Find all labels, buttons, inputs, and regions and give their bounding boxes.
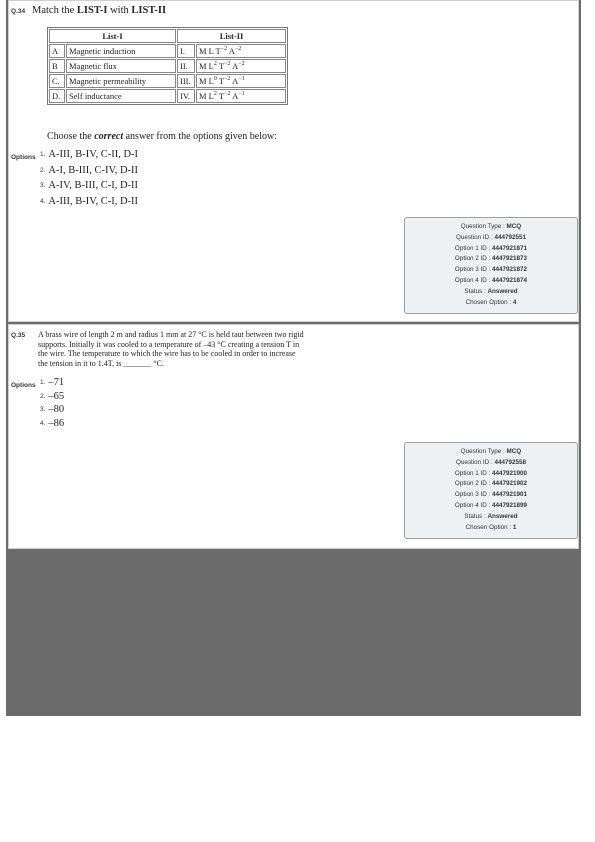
option-number: 1. bbox=[40, 151, 46, 158]
list-1-item: Magnetic induction bbox=[66, 44, 176, 58]
option-number: 2. bbox=[40, 166, 46, 174]
list-1-key: C. bbox=[49, 74, 65, 88]
info-value: 4447921901 bbox=[492, 491, 528, 499]
option-text: –86 bbox=[48, 417, 65, 429]
answer-option bbox=[40, 418, 64, 429]
answer-option bbox=[40, 196, 138, 207]
info-row bbox=[405, 479, 577, 490]
info-label: Option 2 ID : bbox=[454, 255, 493, 263]
info-value: 4447921900 bbox=[492, 469, 528, 477]
info-value: 444792551 bbox=[494, 233, 527, 241]
option-number: 4. bbox=[40, 197, 46, 205]
info-label: Option 3 ID : bbox=[454, 266, 493, 274]
option-number: 3. bbox=[40, 182, 46, 189]
info-label: Option 1 ID : bbox=[454, 469, 493, 477]
info-value: 4 bbox=[512, 298, 517, 306]
info-value: 4447921871 bbox=[492, 244, 528, 252]
info-row bbox=[405, 469, 577, 480]
info-value: MCQ bbox=[506, 448, 522, 455]
option-number: 2. bbox=[40, 392, 46, 400]
list-2-key: III. bbox=[177, 74, 195, 88]
list-1-header: List-I bbox=[49, 29, 176, 43]
list-2-header: List-II bbox=[177, 29, 286, 43]
answer-option bbox=[40, 165, 138, 176]
question-stem bbox=[38, 330, 358, 368]
info-value: 444792558 bbox=[494, 458, 527, 466]
list-1-item: Self inductance bbox=[66, 89, 176, 103]
match-table-row bbox=[49, 89, 286, 103]
info-value: Answered bbox=[487, 287, 518, 295]
question-stem-line: A brass wire of length 2 m and radius 1 mm at 27 °C is held taut between two rigid bbox=[38, 330, 304, 339]
info-label: Chosen Option : bbox=[465, 298, 513, 306]
question-panel-35 bbox=[8, 324, 579, 549]
info-label: Option 4 ID : bbox=[454, 501, 493, 509]
info-label: Option 4 ID : bbox=[454, 276, 493, 284]
info-value: 4447921874 bbox=[492, 276, 528, 284]
question-info-box bbox=[404, 217, 578, 314]
info-row bbox=[405, 254, 577, 265]
question-title: Match the LIST-I with LIST-II bbox=[32, 5, 167, 16]
info-row bbox=[405, 244, 577, 255]
info-row bbox=[405, 298, 577, 309]
info-label: Question ID : bbox=[455, 458, 495, 466]
option-text: A-III, B-IV, C-II, D-I bbox=[48, 149, 139, 160]
question-info-box bbox=[404, 442, 578, 539]
info-row bbox=[405, 276, 577, 287]
info-row bbox=[405, 287, 577, 298]
list-2-key: IV. bbox=[177, 89, 195, 103]
question-number: Q.34 bbox=[11, 8, 26, 15]
info-label: Status : bbox=[464, 512, 488, 520]
match-table-row bbox=[49, 44, 286, 58]
option-text: –71 bbox=[48, 377, 65, 388]
info-label: Option 2 ID : bbox=[454, 480, 493, 488]
options-label: Options bbox=[11, 382, 36, 389]
option-text: –80 bbox=[48, 404, 65, 415]
match-table-row bbox=[49, 74, 286, 88]
info-row bbox=[405, 447, 577, 458]
info-label: Question Type : bbox=[460, 448, 507, 455]
info-row bbox=[405, 222, 577, 233]
question-number: Q.35 bbox=[11, 332, 26, 339]
answer-option bbox=[40, 404, 64, 415]
info-value: 4447921872 bbox=[492, 266, 528, 274]
option-text: A-I, B-III, C-IV, D-II bbox=[48, 164, 139, 176]
option-number: 1. bbox=[40, 379, 46, 386]
info-row bbox=[405, 233, 577, 244]
info-value: 1 bbox=[512, 523, 517, 531]
list-2-key: II. bbox=[177, 59, 195, 73]
options-label: Options bbox=[11, 154, 36, 161]
info-row bbox=[405, 523, 577, 534]
list-2-dimension: M L $T^{-2}$ $A^{-2}$ bbox=[196, 44, 286, 58]
answer-option bbox=[40, 391, 64, 402]
list-2-key: I. bbox=[177, 44, 195, 58]
info-label: Chosen Option : bbox=[465, 523, 513, 531]
info-value: 4447921873 bbox=[492, 255, 528, 263]
info-label: Status : bbox=[464, 287, 488, 295]
answer-option bbox=[40, 377, 64, 388]
list-2-dimension: M $L^0$ $T^{-2}$ $A^{-1}$ bbox=[196, 74, 286, 88]
question-stem-line: supports. Initially it was cooled to a temperature of –43 °C creating a tension T in bbox=[38, 339, 300, 349]
info-label: Question Type : bbox=[460, 223, 507, 230]
option-number: 3. bbox=[40, 406, 46, 413]
list-1-item: Magnetic flux bbox=[66, 59, 176, 73]
info-label: Option 1 ID : bbox=[454, 244, 493, 252]
info-row bbox=[405, 490, 577, 501]
list-2-dimension: M $L^2$ $T^{-2}$ $A^{-2}$ bbox=[196, 59, 286, 73]
info-row bbox=[405, 501, 577, 512]
option-text: –65 bbox=[48, 390, 65, 402]
info-value: Answered bbox=[487, 512, 518, 520]
match-table bbox=[47, 27, 288, 105]
answer-option bbox=[40, 149, 138, 160]
option-number: 4. bbox=[40, 419, 46, 427]
info-row bbox=[405, 265, 577, 276]
info-value: 4447921902 bbox=[492, 480, 528, 488]
question-stem-line: the wire. The temperature to which the wire has to be cooled in order to increase bbox=[38, 349, 296, 359]
match-table-row bbox=[49, 59, 286, 73]
option-text: A-IV, B-III, C-I, D-II bbox=[48, 180, 139, 191]
info-value: MCQ bbox=[506, 223, 522, 230]
question-stem-line: the tension in it to 1.4T, is _______ °C. bbox=[38, 358, 164, 368]
list-1-item: Magnetic permeability bbox=[66, 74, 176, 88]
info-value: 4447921899 bbox=[492, 501, 528, 509]
option-text: A-III, B-IV, C-I, D-II bbox=[48, 195, 139, 207]
list-1-key: B bbox=[49, 59, 65, 73]
list-1-key: D. bbox=[49, 89, 65, 103]
info-row bbox=[405, 458, 577, 469]
info-label: Question ID : bbox=[455, 233, 495, 241]
info-row bbox=[405, 512, 577, 523]
list-1-key: A bbox=[49, 44, 65, 58]
info-label: Option 3 ID : bbox=[454, 491, 493, 499]
answer-option bbox=[40, 180, 138, 191]
question-panel-34 bbox=[8, 0, 579, 322]
choose-instruction: Choose the correct answer from the options given below: bbox=[47, 131, 277, 142]
list-2-dimension: M $L^2$ $T^{-2}$ $A^{-1}$ bbox=[196, 89, 286, 103]
